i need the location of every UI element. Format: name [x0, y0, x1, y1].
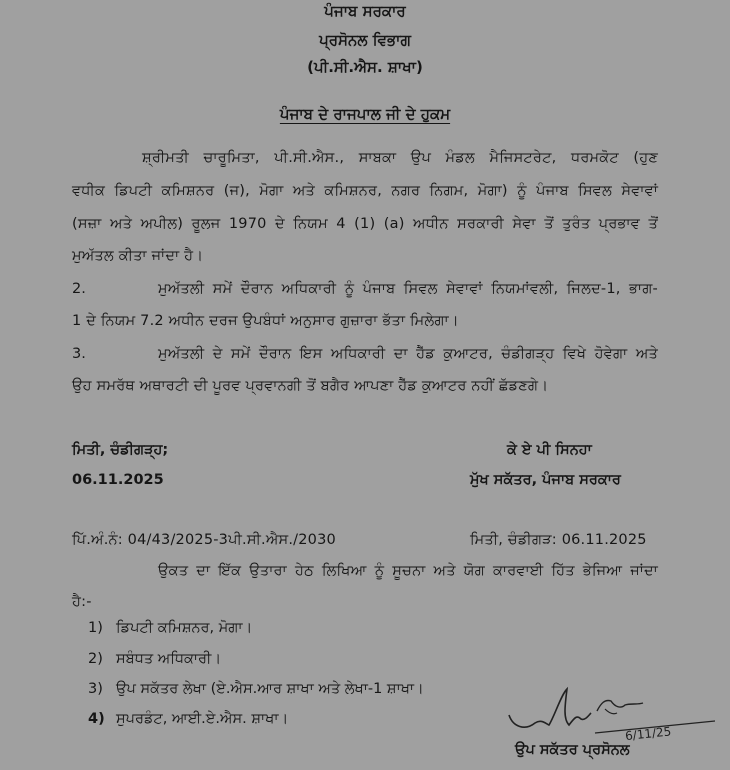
order-date: 06.11.2025 — [72, 472, 164, 488]
recipient-text: ਡਿਪਟੀ ਕਮਿਸ਼ਨਰ, ਮੋਗਾ। — [116, 620, 253, 636]
svg-text:6/11/25: 6/11/25 — [624, 724, 672, 744]
recipient-number: 2) — [88, 651, 103, 667]
recipient-item — [88, 711, 288, 727]
paragraph-1-line: (ਸਜ਼ਾ ਅਤੇ ਅਪੀਲ) ਰੂਲਜ 1970 ਦੇ ਨਿਯਮ 4 (1) (a) ਅਧੀਨ ਸਰਕਾਰੀ ਸੇਵਾ ਤੋਂ ਤੁਰੰਤ ਪ੍ਰਭਾਵ ਤੋਂ — [72, 216, 658, 232]
recipient-number: 4) — [88, 711, 105, 727]
paragraph-number: 2. — [72, 281, 86, 297]
recipient-item — [88, 651, 221, 667]
paragraph-1-line: ਸ਼੍ਰੀਮਤੀ ਚਾਰੂਮਿਤਾ, ਪੀ.ਸੀ.ਐਸ., ਸਾਬਕਾ ਉਪ ਮੰਡਲ ਮੈਜਿਸਟਰੇਟ, ਧਰਮਕੋਟ (ਹੁਣ — [142, 150, 658, 166]
recipient-item — [88, 681, 424, 697]
recipient-number: 1) — [88, 620, 103, 636]
recipient-number: 3) — [88, 681, 103, 697]
recipient-text: ਉਪ ਸਕੱਤਰ ਲੇਖਾ (ਏ.ਐਸ.ਆਰ ਸ਼ਾਖਾ ਅਤੇ ਲੇਖਾ-1 ਸ਼ਾਖਾ। — [116, 681, 424, 697]
paragraph-3-line: ਮੁਅੱਤਲੀ ਦੇ ਸਮੇਂ ਦੌਰਾਨ ਇਸ ਅਧਿਕਾਰੀ ਦਾ ਹੈੱਡ ਕੁਆਟਰ, ਚੰਡੀਗੜ੍ਹ ਵਿਖੇ ਹੋਵੇਗਾ ਅਤੇ — [158, 346, 658, 362]
recipient-text: ਸਬੰਧਤ ਅਧਿਕਾਰੀ। — [116, 651, 222, 667]
department-header-dept: ਪ੍ਰਸੋਨਲ ਵਿਭਾਗ — [319, 31, 411, 49]
order-title: ਪੰਜਾਬ ਦੇ ਰਾਜਪਾਲ ਜੀ ਦੇ ਹੁਕਮ — [279, 105, 451, 123]
paragraph-1-line: ਵਧੀਕ ਡਿਪਟੀ ਕਮਿਸ਼ਨਰ (ਜ), ਮੋਗਾ ਅਤੇ ਕਮਿਸ਼ਨਰ, ਨਗਰ ਨਿਗਮ, ਮੋਗਾ) ਨੂੰ ਪੰਜਾਬ ਸਿਵਲ ਸੇਵਾਵਾਂ — [72, 183, 658, 199]
endorsement-reference-number: ਪਿੱ.ਅੰ.ਨੰ: 04/43/2025-3ਪੀ.ਸੀ.ਐਸ./2030 — [72, 532, 336, 548]
place-label: ਮਿਤੀ, ਚੰਡੀਗੜ੍ਹ; — [72, 442, 169, 458]
signature-scribble-icon — [505, 685, 715, 745]
paragraph-3-line: ਉਹ ਸਮਰੱਥ ਅਥਾਰਟੀ ਦੀ ਪੂਰਵ ਪ੍ਰਵਾਨਗੀ ਤੋਂ ਬਗੈਰ ਆਪਣਾ ਹੈੱਡ ਕੁਆਟਰ ਨਹੀਂ ਛੱਡਣਗੇ। — [72, 378, 549, 394]
paragraph-2-line: 1 ਦੇ ਨਿਯਮ 7.2 ਅਧੀਨ ਦਰਜ ਉਪਬੰਧਾਂ ਅਨੁਸਾਰ ਗੁਜ਼ਾਰਾ ਭੱਤਾ ਮਿਲੇਗਾ। — [72, 313, 459, 329]
recipient-item — [88, 620, 252, 636]
paragraph-2-line: ਮੁਅੱਤਲੀ ਸਮੇਂ ਦੌਰਾਨ ਅਧਿਕਾਰੀ ਨੂੰ ਪੰਜਾਬ ਸਿਵਲ ਸੇਵਾਵਾਂ ਨਿਯਮਾਂਵਲੀ, ਜਿਲਦ-1, ਭਾਗ- — [158, 281, 658, 297]
signer-designation: ਉਪ ਸਕੱਤਰ ਪ੍ਰਸੋਨਲ — [515, 742, 630, 758]
department-header-branch: (ਪੀ.ਸੀ.ਐਸ. ਸ਼ਾਖਾ) — [307, 58, 423, 76]
handwritten-signature — [505, 685, 715, 745]
paragraph-number: 3. — [72, 346, 86, 362]
endorsement-intro-end: ਹੈ:- — [72, 594, 92, 610]
signatory-designation: ਮੁੱਖ ਸਕੱਤਰ, ਪੰਜਾਬ ਸਰਕਾਰ — [470, 472, 621, 488]
paragraph-1-line: ਮੁਅੱਤਲ ਕੀਤਾ ਜਾਂਦਾ ਹੈ। — [72, 248, 204, 264]
signatory-name: ਕੇ ਏ ਪੀ ਸਿਨਹਾ — [507, 442, 592, 458]
department-header-government: ਪੰਜਾਬ ਸਰਕਾਰ — [324, 2, 406, 20]
recipient-text: ਸੁਪਰਡੰਟ, ਆਈ.ਏ.ਐਸ. ਸ਼ਾਖਾ। — [116, 711, 289, 727]
endorsement-intro: ਉਕਤ ਦਾ ਇੱਕ ਉਤਾਰਾ ਹੇਠ ਲਿਖਿਆ ਨੂੰ ਸੂਚਨਾ ਅਤੇ ਯੋਗ ਕਾਰਵਾਈ ਹਿੱਤ ਭੇਜਿਆ ਜਾਂਦਾ — [158, 563, 658, 579]
endorsement-date: ਮਿਤੀ, ਚੰਡੀਗੜ: 06.11.2025 — [470, 532, 647, 548]
